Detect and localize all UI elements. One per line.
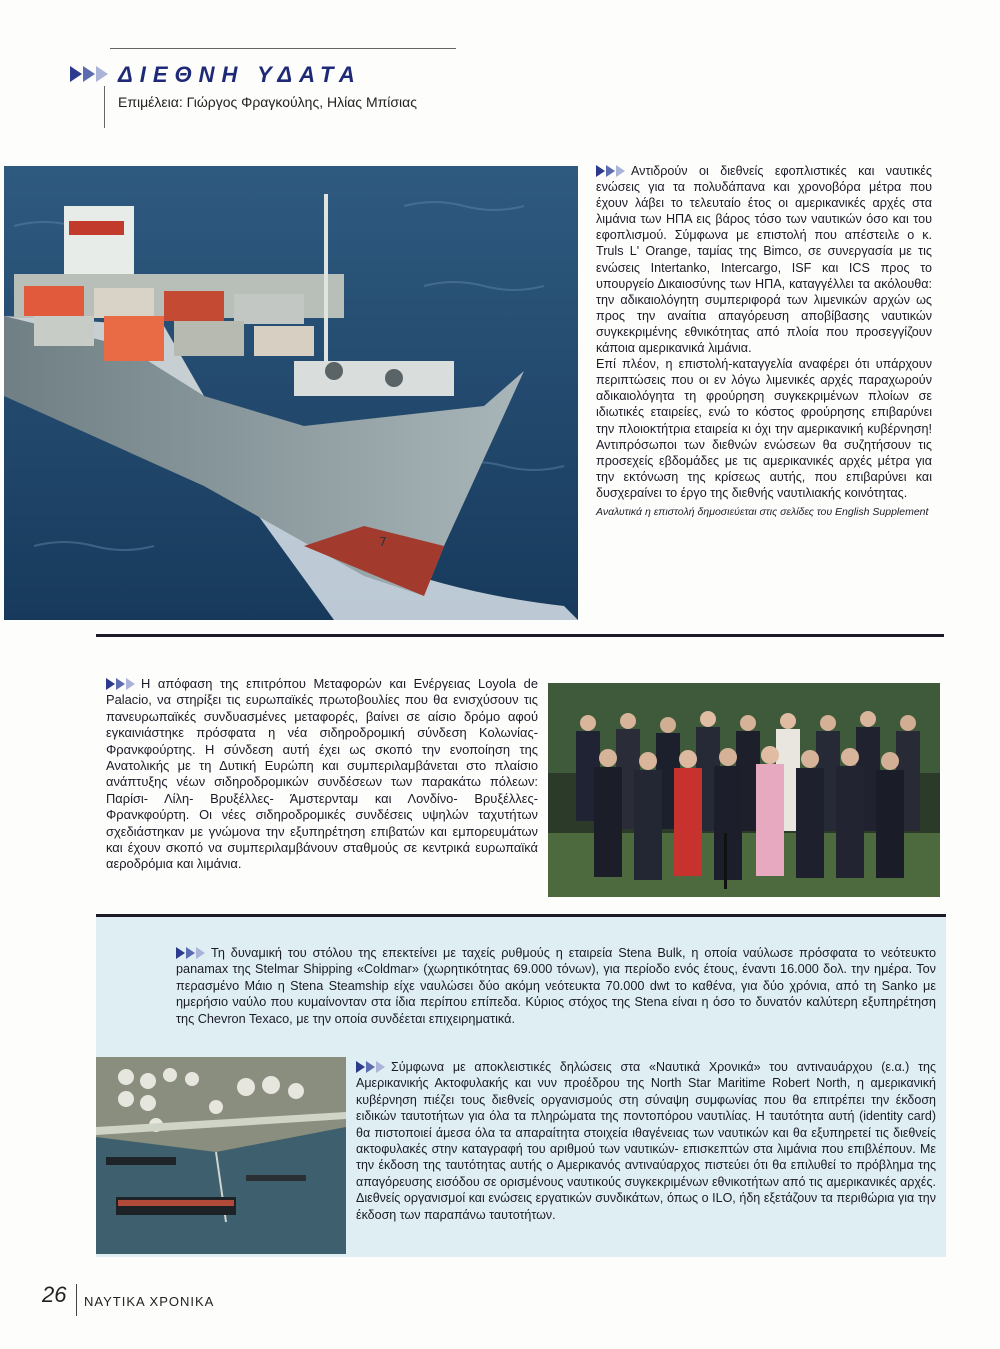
article-rail-connection bbox=[106, 676, 538, 873]
article-paragraph bbox=[176, 945, 936, 1027]
svg-text:7: 7 bbox=[379, 535, 387, 549]
footer-divider bbox=[76, 1284, 77, 1316]
magazine-name: ΝΑΥΤΙΚΑ ΧΡΟΝΙΚΑ bbox=[84, 1294, 215, 1309]
article-text: Η απόφαση της επιτρόπου Μεταφορών και Ενέργειας Loyola de Palacio, να στηρίξει τις ευρωπαϊκές πρωτοβουλίες που θα ενισχύσουν τις πανευρωπαϊκές συνδυασμένες μεταφορές, βαίνει σε αίσιο δρόμο αφού εγκαινιάστηκε πρόσφατα η νέα σιδηροδρομική σύνδεση Κολωνίας- Φρανκφούρτης. Η σύνδεση αυτή έχει ως σκοπό την ενοποίηση της Ανατολικής με τη Δυτική Ευρώπη και συμπεριλαμβάνεται στο πλαίσιο ανάπτυξης νέων σιδηροδρομικών συνδέσεων των παρακάτω πόλεων: Παρίσι- Λίλη- Βρυξέλλες- Άμστερνταμ και Λονδίνο- Βρυξέλλες- Φρανκφούρτη. Οι νέες σιδηροδρομικές συνδέσεις υψηλών ταχυτήτων σχεδιάστηκαν με γνώμονα την εξυπηρέτηση επιβατών και εμπορευμάτων και έχουν σκοπό να συμπεριλαμβάνουν σταθμούς σε κεντρικά ευρωπαϊκά αεροδρόμια και λιμάνια. bbox=[106, 676, 538, 872]
container-ship-photo bbox=[4, 166, 578, 620]
article-stena-bulk bbox=[176, 945, 936, 1027]
article-text: Σύμφωνα με αποκλειστικές δηλώσεις στα «Ναυτικά Χρονικά» του αντιναυάρχου (ε.α.) της Αμερικανικής Ακτοφυλακής και νυν προέδρου της North Star Maritime Robert North, η αμερικανική κυβέρνηση πιέζει τους διεθνείς οργανισμούς στη σύναψη συμφωνίας που θα επιτρέπει την έκδοση ειδικών ταυτοτήτων για όλα τα πληρώματα της ποντοπόρου ναυτιλίας. Η ταυτότητα αυτή (identity card) θα πιστοποιεί άμεσα όλα τα απαραίτητα στοιχεία ιθαγένειας των ναυτικών και θα εξυπηρετεί τις διεθνείς ακτοφυλακές στην καταγραφή του αριθμού των ναυτικών- επισκεπτών στα λιμάνια που επιβλέπουν. Με την έκδοση της ταυτότητας αυτής ο Αμερικανός αντιναύαρχος πιστεύει ότι θα επιλυθεί το πρόβλημα της απαγόρευσης εισόδου σε ορισμένους ναυτικούς συγκεκριμένων εθνικοτήτων από τις αμερικανικές αρχές. Διεθνείς οργανισμοί και ενώσεις εργατικών συνδικάτων, όπως ο ILO, ήδη εξετάζουν τα περιθώρια για την έκδοση των παραπάνω ταυτοτήτων. bbox=[356, 1060, 936, 1222]
article-seafarer-id-cards bbox=[356, 1059, 936, 1223]
supplement-note: Αναλυτικά η επιστολή δημοσιεύεται στις σελίδες του English Supplement bbox=[596, 505, 929, 518]
article-text: Τη δυναμική του στόλου της επεκτείνει με ταχείς ρυθμούς η εταιρεία Stena Bulk, η οποία ναύλωσε πρόσφατα το νεότευκτο panamax της Stelmar Shipping «Coldmar» (χωρητικότητας 69.000 τόνων), για περίοδο ενός έτους, έναντι 16.000 δολ. την ημέρα. Τον περασμένο Μάιο η Stena Steamship είχε ναυλώσει δύο ακόμη νεότευκτα 70.000 dwt το καθένα, για δύο χρόνια, από τη Sanko με ημερήσιο ναύλο που κυμαίνονταν στα ίδια περίπου επίπεδα. Κύριος στόχος της Stena είναι η όσο το δυνατόν καλύτερη εξυπηρέτηση της Chevron Texaco, με την οποία συνδέεται επιχειρηματικά. bbox=[176, 946, 936, 1026]
header-side-rule bbox=[104, 86, 105, 128]
triple-arrow-icon bbox=[176, 947, 205, 959]
editors-credit: Επιμέλεια: Γιώργος Φραγκούλης, Ηλίας Μπίσιας bbox=[118, 94, 417, 110]
officials-group-photo bbox=[548, 683, 940, 897]
article-paragraph: Επί πλέον, η επιστολή-καταγγελία αναφέρει ότι υπάρχουν περιπτώσεις που οι εν λόγω λιμενικές αρχές παραχωρούν αδικαιολόγητα τη φρούρηση συγκεκριμένων πλοίων σε ιδιωτικές εταιρείες, ενώ το κόστος φρούρησης επιβαρύνει την πλοιοκτήτρια εταιρεία κι όχι την αμερικανική κυβέρνηση! Αντιπρόσωποι των διεθνών ενώσεων θα συζητήσουν τις προσεχείς εβδομάδες με τις αμερικανικές αρχές μέτρα για την εκτόνωση της κρίσεως αυτής, που επιβαρύνει και δυσχεραίνει το έργο της διεθνής ναυτιλιακής κοινότητας. bbox=[596, 357, 932, 500]
article-paragraph bbox=[596, 163, 932, 356]
article-text: Αντιδρούν οι διεθνείς εφοπλιστικές και ναυτικές ενώσεις για τα πολυδάπανα και χρονοβόρα μέτρα που έχουν λάβει το τελευταίο έτος οι αμερικανικές αρχές στα λιμάνια των ΗΠΑ εις βάρος τόσο των ναυτικών όσο και του εφοπλισμού. Σύμφωνα με επιστολή που απέστειλε ο κ. Truls L' Orange, ταμίας της Bimco, σε συνεργασία με τις ενώσεις Intertanko, Intercargo, ISF και ICS προς το υπουργείο Δικαιοσύνης των ΗΠΑ, καταγγέλλει τα ακόλουθα: την αδικαιολόγητη συμπεριφορά των λιμενικών αρχών ως προς την αναίτια απαγόρευση αποβίβασης ναυτικών συγκεκριμένης εθνικότητας από πλοία που προσεγγίζουν κάποια αμερικανικά λιμάνια. bbox=[596, 164, 932, 356]
section-header bbox=[70, 58, 417, 130]
section-title: ΔΙΕΘΝΗ ΥΔΑΤΑ bbox=[118, 62, 362, 87]
header-rule bbox=[110, 48, 456, 49]
triple-arrow-icon bbox=[596, 165, 625, 177]
article-ship-owners-protest bbox=[596, 163, 932, 520]
triple-arrow-icon bbox=[106, 678, 135, 690]
article-paragraph bbox=[356, 1059, 936, 1223]
triple-arrow-icon bbox=[70, 66, 108, 82]
page-number: 26 bbox=[42, 1282, 67, 1307]
section-divider bbox=[96, 634, 944, 637]
page-footer bbox=[42, 1282, 342, 1316]
oil-terminal-aerial-photo bbox=[96, 1057, 346, 1254]
triple-arrow-icon bbox=[356, 1061, 385, 1073]
article-paragraph bbox=[106, 676, 538, 873]
